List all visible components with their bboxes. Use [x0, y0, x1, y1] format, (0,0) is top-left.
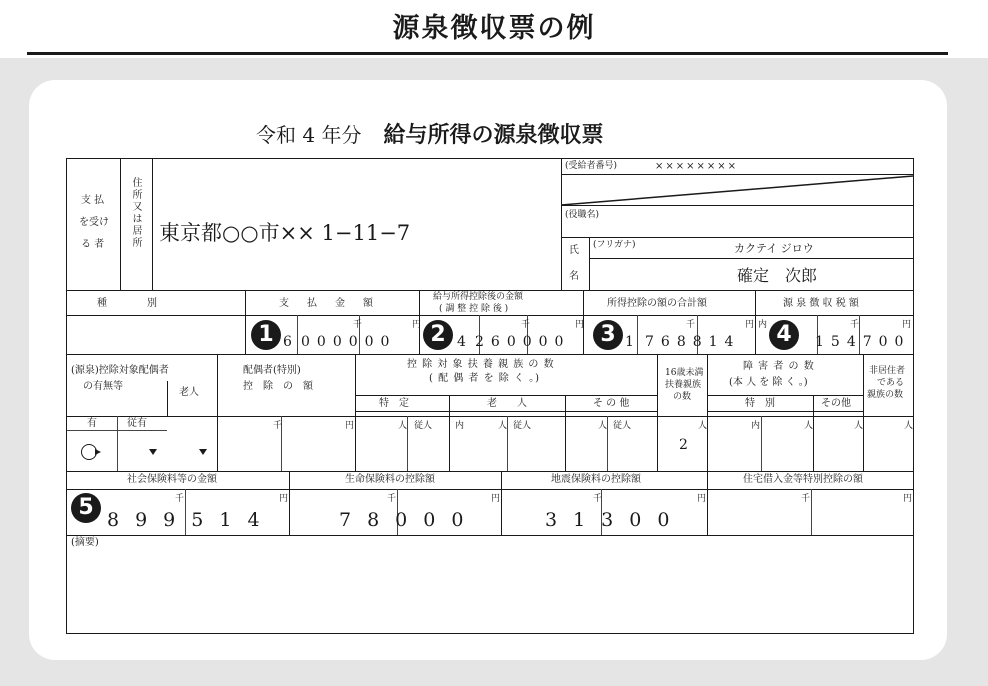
earthquake-insurance-amount: 31300	[545, 509, 686, 531]
unit-yen: 円	[279, 494, 289, 504]
badge-5: 5	[71, 493, 101, 523]
nonresident-label-2: である	[877, 378, 905, 388]
unit-inner: 内	[751, 421, 761, 431]
recipient-name: 確定 次郎	[737, 266, 818, 285]
recipient-number-label: (受給者番号)	[565, 161, 618, 171]
unit-thousand: 千	[521, 320, 531, 330]
furigana: カクテイ ジロウ	[734, 242, 814, 255]
disabled-other-label: その他	[821, 398, 851, 409]
unit-thousand: 千	[387, 494, 397, 504]
special-label: 特 別	[745, 398, 775, 409]
after-deduction-header-1: 給与所得控除後の金額	[433, 292, 524, 302]
unit-inner: 内	[758, 320, 768, 330]
specific-label: 特 定	[379, 398, 409, 409]
unit-yen: 円	[345, 421, 355, 431]
unit-thousand: 千	[593, 494, 603, 504]
name-label-2: 名	[569, 271, 579, 282]
address-label: 住所又は居所	[130, 177, 141, 249]
payer-address: 東京都○○市×× 1−11−7	[159, 221, 411, 245]
spouse-nonresident-label: 従有	[127, 418, 147, 429]
has-label: 有	[87, 418, 97, 429]
unit-yen: 円	[903, 494, 913, 504]
spouse-label-1: (源泉)控除対象配偶者	[71, 365, 169, 376]
unit-thousand: 千	[175, 494, 185, 504]
unit-person: 人	[904, 421, 914, 431]
withholding-slip-form	[66, 158, 914, 634]
payment-header: 支 払 金 額	[279, 298, 377, 309]
type-header: 種 別	[97, 298, 157, 309]
unit-thousand: 千	[353, 320, 363, 330]
after-deduction-amount: 260000	[475, 334, 571, 350]
badge-4: 4	[769, 320, 799, 350]
unit-person: 人	[854, 421, 864, 431]
nonresident-label-1: 非居住者	[869, 366, 906, 376]
after-deduction-header-2: ( 調 整 控 除 後 )	[439, 304, 509, 314]
chevron-down-icon[interactable]	[199, 449, 207, 455]
form-title	[256, 118, 603, 149]
nonresident-label-3: 親族の数	[867, 390, 904, 400]
unit-nonresident: 従人	[513, 421, 532, 431]
old-label: 老 人	[487, 398, 527, 409]
payer-label-2: を受け	[79, 217, 109, 228]
unit-yen: 円	[697, 494, 707, 504]
under16-label-3: の数	[673, 392, 692, 402]
unit-thousand: 千	[273, 421, 283, 431]
chevron-down-icon[interactable]	[149, 449, 157, 455]
page-heading: 源泉徴収票の例	[392, 13, 596, 44]
spouse-radio-icon[interactable]	[81, 444, 97, 460]
unit-person: 人	[598, 421, 608, 431]
deduction-total-header: 所得控除の額の合計額	[607, 298, 707, 309]
life-insurance-amount: 78000	[339, 509, 480, 531]
under16-label-2: 扶養親族	[665, 380, 702, 390]
unit-person: 人	[398, 421, 408, 431]
social-insurance-amount: 899514	[107, 509, 276, 531]
under16-label-1: 16歳未満	[665, 368, 704, 378]
spouse-special-label-1: 配偶者(特別)	[243, 365, 301, 376]
unit-person: 人	[698, 421, 708, 431]
life-insurance-header: 生命保険料の控除額	[345, 474, 435, 485]
badge-3: 3	[593, 320, 623, 350]
deduction-total-prefix: 1	[625, 334, 641, 350]
furigana-label: (フリガナ)	[593, 240, 636, 250]
form-title-main: 給与所得の源泉徴収票	[383, 123, 604, 148]
housing-loan-header: 住宅借入金等特別控除の額	[743, 474, 863, 485]
unit-yen: 円	[491, 494, 501, 504]
unit-yen: 円	[575, 320, 585, 330]
under16-count: 2	[679, 437, 688, 453]
recipient-number: ××××××××	[655, 161, 739, 172]
unit-yen: 円	[902, 320, 912, 330]
earthquake-insurance-header: 地震保険料の控除額	[551, 474, 641, 485]
unit-thousand: 千	[801, 494, 811, 504]
unit-thousand: 千	[686, 320, 696, 330]
unit-nonresident: 従人	[613, 421, 632, 431]
tax-amount: 154700	[815, 334, 911, 350]
diagonal-strike	[561, 174, 913, 206]
heading-rule	[27, 52, 948, 55]
unit-inner: 内	[455, 421, 465, 431]
remarks-label: (摘要)	[71, 537, 99, 548]
unit-nonresident: 従人	[414, 421, 433, 431]
disabled-label-1: 障 害 者 の 数	[743, 361, 815, 372]
dependents-count-label-2: ( 配 偶 者 を 除 く 。)	[429, 373, 541, 384]
deduction-total-amount: 768814	[645, 334, 741, 350]
name-label-1: 氏	[569, 245, 579, 256]
unit-person: 人	[804, 421, 814, 431]
elderly-label: 老人	[179, 387, 199, 398]
unit-person: 人	[498, 421, 508, 431]
payment-prefix: 6	[283, 334, 299, 350]
unit-yen: 円	[412, 320, 422, 330]
unit-yen: 円	[745, 320, 755, 330]
form-title-year: 令和 4 年分	[256, 123, 362, 147]
unit-thousand: 千	[850, 320, 860, 330]
social-insurance-header: 社会保険料等の金額	[127, 474, 217, 485]
payer-label-3: る 者	[81, 239, 105, 250]
spouse-label-2: の有無等	[83, 381, 123, 392]
tax-header: 源 泉 徴 収 税 額	[783, 298, 859, 309]
position-label: (役職名)	[565, 210, 600, 220]
disabled-label-2: (本 人 を 除 く 。)	[729, 377, 808, 388]
badge-2: 2	[423, 320, 453, 350]
badge-1: 1	[251, 320, 281, 350]
payment-amount: 000000	[301, 334, 397, 350]
after-deduction-prefix: 4	[457, 334, 473, 350]
dependents-count-label-1: 控 除 対 象 扶 養 親 族 の 数	[407, 359, 555, 370]
other-label: そ の 他	[593, 398, 630, 409]
payer-label-1: 支 払	[81, 195, 105, 206]
spouse-special-label-2: 控 除 の 額	[243, 381, 313, 392]
